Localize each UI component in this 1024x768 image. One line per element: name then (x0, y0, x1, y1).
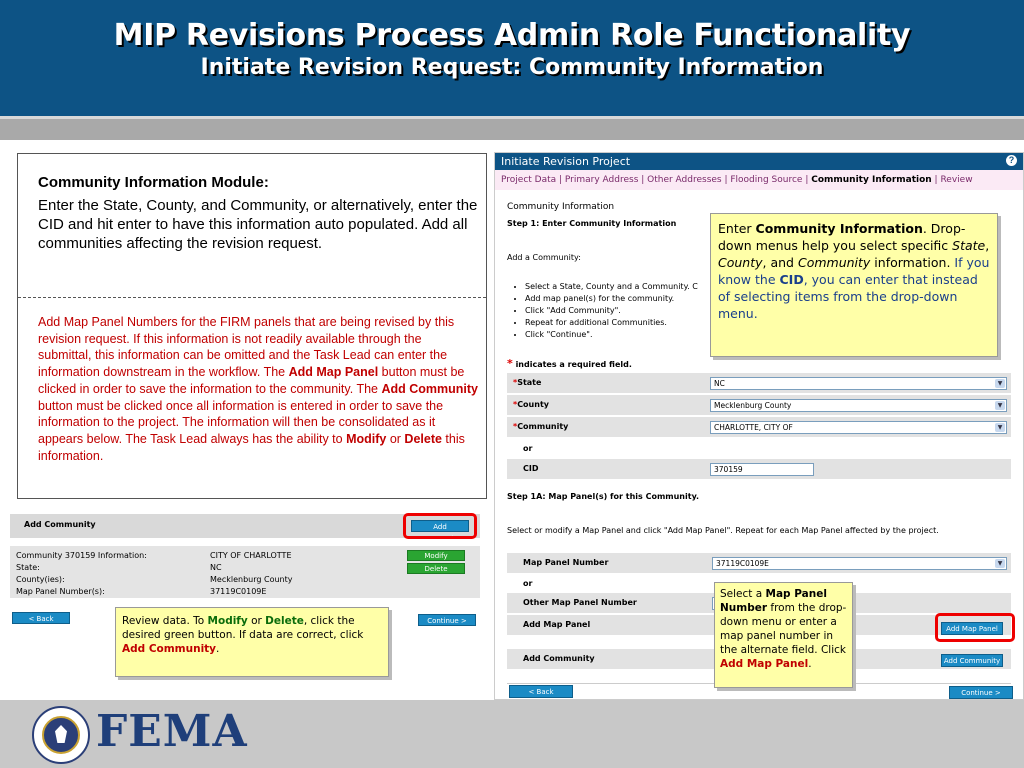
map-panel-tooltip (714, 582, 853, 688)
summary-value: NC (210, 563, 222, 572)
map-panel-label: Map Panel Number (523, 558, 609, 567)
tip-text: Select a (720, 588, 766, 600)
summary-key: State: (16, 563, 40, 572)
community-select[interactable] (710, 421, 1007, 434)
chevron-down-icon: ▼ (995, 423, 1005, 432)
tip-text: Review data. To (122, 615, 208, 627)
summary-key: Map Panel Number(s): (16, 587, 105, 596)
fema-logo: FEMA (96, 706, 248, 757)
or-label-2: or (523, 579, 533, 588)
chevron-down-icon: ▼ (995, 559, 1005, 568)
instr-text: button must be clicked once all information is entered in order to save the information to the project. The information will then be consolidated as it appears below. The Task Lead always has the ability to (38, 398, 444, 446)
help-icon[interactable]: ? (1006, 155, 1017, 166)
or-label: or (523, 444, 533, 453)
highlight-box (403, 513, 477, 539)
instr-text: Add Map Panel Numbers for the FIRM panels that are being revised by this revision request. If this information is not readily available through the submittal, this information can be omitted and the Task Lead can enter the information downstream in the workflow. The (38, 315, 455, 380)
instr-bold: Add Community (381, 381, 478, 396)
footer-band (0, 700, 1024, 768)
modify-button[interactable]: Modify (407, 550, 465, 561)
instr-text: button must be clicked in order to save the information to the community. The (38, 365, 465, 396)
step1a-heading: Step 1A: Map Panel(s) for this Community. (507, 492, 700, 501)
map-panel-select[interactable] (712, 557, 1007, 570)
state-row: *State (507, 373, 1011, 393)
add-map-panel-button[interactable]: Add Map Panel (941, 622, 1003, 635)
community-row: *Community (507, 417, 1011, 437)
tab-review[interactable]: | Review (931, 175, 973, 185)
chevron-down-icon: ▼ (995, 379, 1005, 388)
add-community-button[interactable]: Add Community (411, 520, 469, 532)
tip-italic: Community (797, 255, 871, 270)
list-item: • Click "Add Community". (525, 305, 698, 317)
tip-text: , and (762, 255, 798, 270)
tip-text: , (985, 238, 990, 253)
tab-community-information[interactable]: Community Information (811, 175, 932, 185)
state-value: NC (714, 379, 725, 388)
dhs-seal-icon (32, 706, 90, 764)
list-item: • Repeat for additional Communities. (525, 317, 698, 329)
tip-text: . (808, 658, 812, 670)
tip-italic: County (718, 255, 763, 270)
explanation-box (17, 153, 487, 499)
summary-value: CITY OF CHARLOTTE (210, 551, 292, 560)
other-map-panel-label: Other Map Panel Number (523, 598, 637, 607)
tip-cid: CID (779, 272, 804, 287)
tip-bold: Map Panel Number (720, 588, 827, 614)
tip-text: . Drop-down menus help you select specific (718, 221, 966, 253)
module-heading: Community Information Module: (38, 174, 269, 191)
summary-value: 37119C0109E (210, 587, 267, 596)
tip-text: or (247, 615, 266, 627)
tip-modify: Modify (207, 615, 248, 627)
continue-button[interactable]: Continue > (418, 614, 476, 626)
instr-bold: Add Map Panel (288, 365, 379, 380)
map-panel-instructions (38, 314, 478, 464)
tip-delete: Delete (265, 615, 304, 627)
tip-text: . (216, 643, 220, 655)
list-item: • Select a State, County and a Community. C (525, 281, 698, 293)
slide-header (0, 0, 1024, 116)
summary-key: Community 370159 Information: (16, 551, 147, 560)
list-item: • Add map panel(s) for the community. (525, 293, 698, 305)
county-label: County (517, 400, 549, 409)
tip-blue: If you know the (718, 255, 990, 287)
instr-bold: Delete (404, 431, 442, 446)
tip-text: Enter (718, 221, 756, 236)
instr-text: or (386, 431, 405, 446)
add-community-label: Add Community (523, 654, 595, 663)
tip-add-map-panel: Add Map Panel (720, 658, 809, 670)
add-community-label: Add Community (24, 520, 96, 529)
tip-italic: State (952, 238, 986, 253)
summary-keys (16, 550, 147, 598)
highlight-box (935, 613, 1015, 642)
section-title: Community Information (507, 202, 615, 212)
community-value: CHARLOTTE, CITY OF (714, 423, 793, 432)
add-community-button[interactable]: Add Community (941, 654, 1003, 667)
tip-bold: Community Information (755, 221, 923, 236)
summary-key: County(ies): (16, 575, 65, 584)
county-select[interactable] (710, 399, 1007, 412)
module-description: Enter the State, County, and Community, or alternatively, enter the CID and hit enter to have this information auto populated. Add all communities affecting the revision request. (38, 197, 478, 252)
back-button[interactable]: < Back (509, 685, 573, 698)
back-button[interactable]: < Back (12, 612, 70, 624)
review-tooltip (115, 607, 389, 677)
summary-value: Mecklenburg County (210, 575, 293, 584)
continue-button[interactable]: Continue > (949, 686, 1013, 699)
delete-button[interactable]: Delete (407, 563, 465, 574)
panel-title: Initiate Revision Project (495, 153, 1023, 170)
eagle-shape (55, 725, 67, 743)
seal-inner (42, 716, 80, 754)
cid-label: CID (523, 464, 539, 473)
instr-bold: Modify (346, 431, 387, 446)
required-star: * (507, 357, 513, 370)
add-map-panel-label: Add Map Panel (523, 620, 591, 629)
slide-subtitle: Initiate Revision Request: Community Information (200, 55, 824, 80)
dashed-divider (18, 297, 486, 298)
header-divider-band (0, 116, 1024, 140)
instructions-list (525, 281, 698, 341)
tip-text: , click the desired green button. If data are correct, click (122, 615, 364, 641)
community-label: Community (517, 422, 569, 431)
instr-text: this information. (38, 431, 465, 463)
chevron-down-icon: ▼ (995, 401, 1005, 410)
state-label: State (517, 378, 542, 387)
required-text: indicates a required field. (515, 360, 632, 369)
county-value: Mecklenburg County (714, 401, 792, 410)
state-select[interactable] (710, 377, 1007, 390)
tab-links[interactable]: Project Data | Primary Address | Other Addresses | Flooding Source | (501, 175, 812, 185)
required-note (507, 357, 632, 370)
list-item: • Click "Continue". (525, 329, 698, 341)
cid-input[interactable]: 370159 (710, 463, 814, 476)
step1a-description: Select or modify a Map Panel and click "Add Map Panel". Repeat for each Map Panel affected by the project. (507, 526, 939, 535)
summary-values (210, 550, 292, 598)
tab-breadcrumb (495, 170, 1023, 190)
cid-tooltip (710, 213, 998, 357)
add-a-community-label: Add a Community: (507, 253, 581, 262)
tip-text: information. (870, 255, 955, 270)
tip-add-community: Add Community (122, 643, 217, 655)
step1-heading: Step 1: Enter Community Information (507, 219, 677, 228)
map-panel-value: 37119C0109E (716, 559, 769, 568)
tip-blue: , you can enter that instead of selecting items from the drop-down menu. (718, 272, 978, 321)
slide-title: MIP Revisions Process Admin Role Functionality (113, 18, 911, 53)
county-row: *County (507, 395, 1011, 415)
tip-text: from the drop- down menu or enter a map panel number in the alternate field. Click (720, 602, 847, 656)
